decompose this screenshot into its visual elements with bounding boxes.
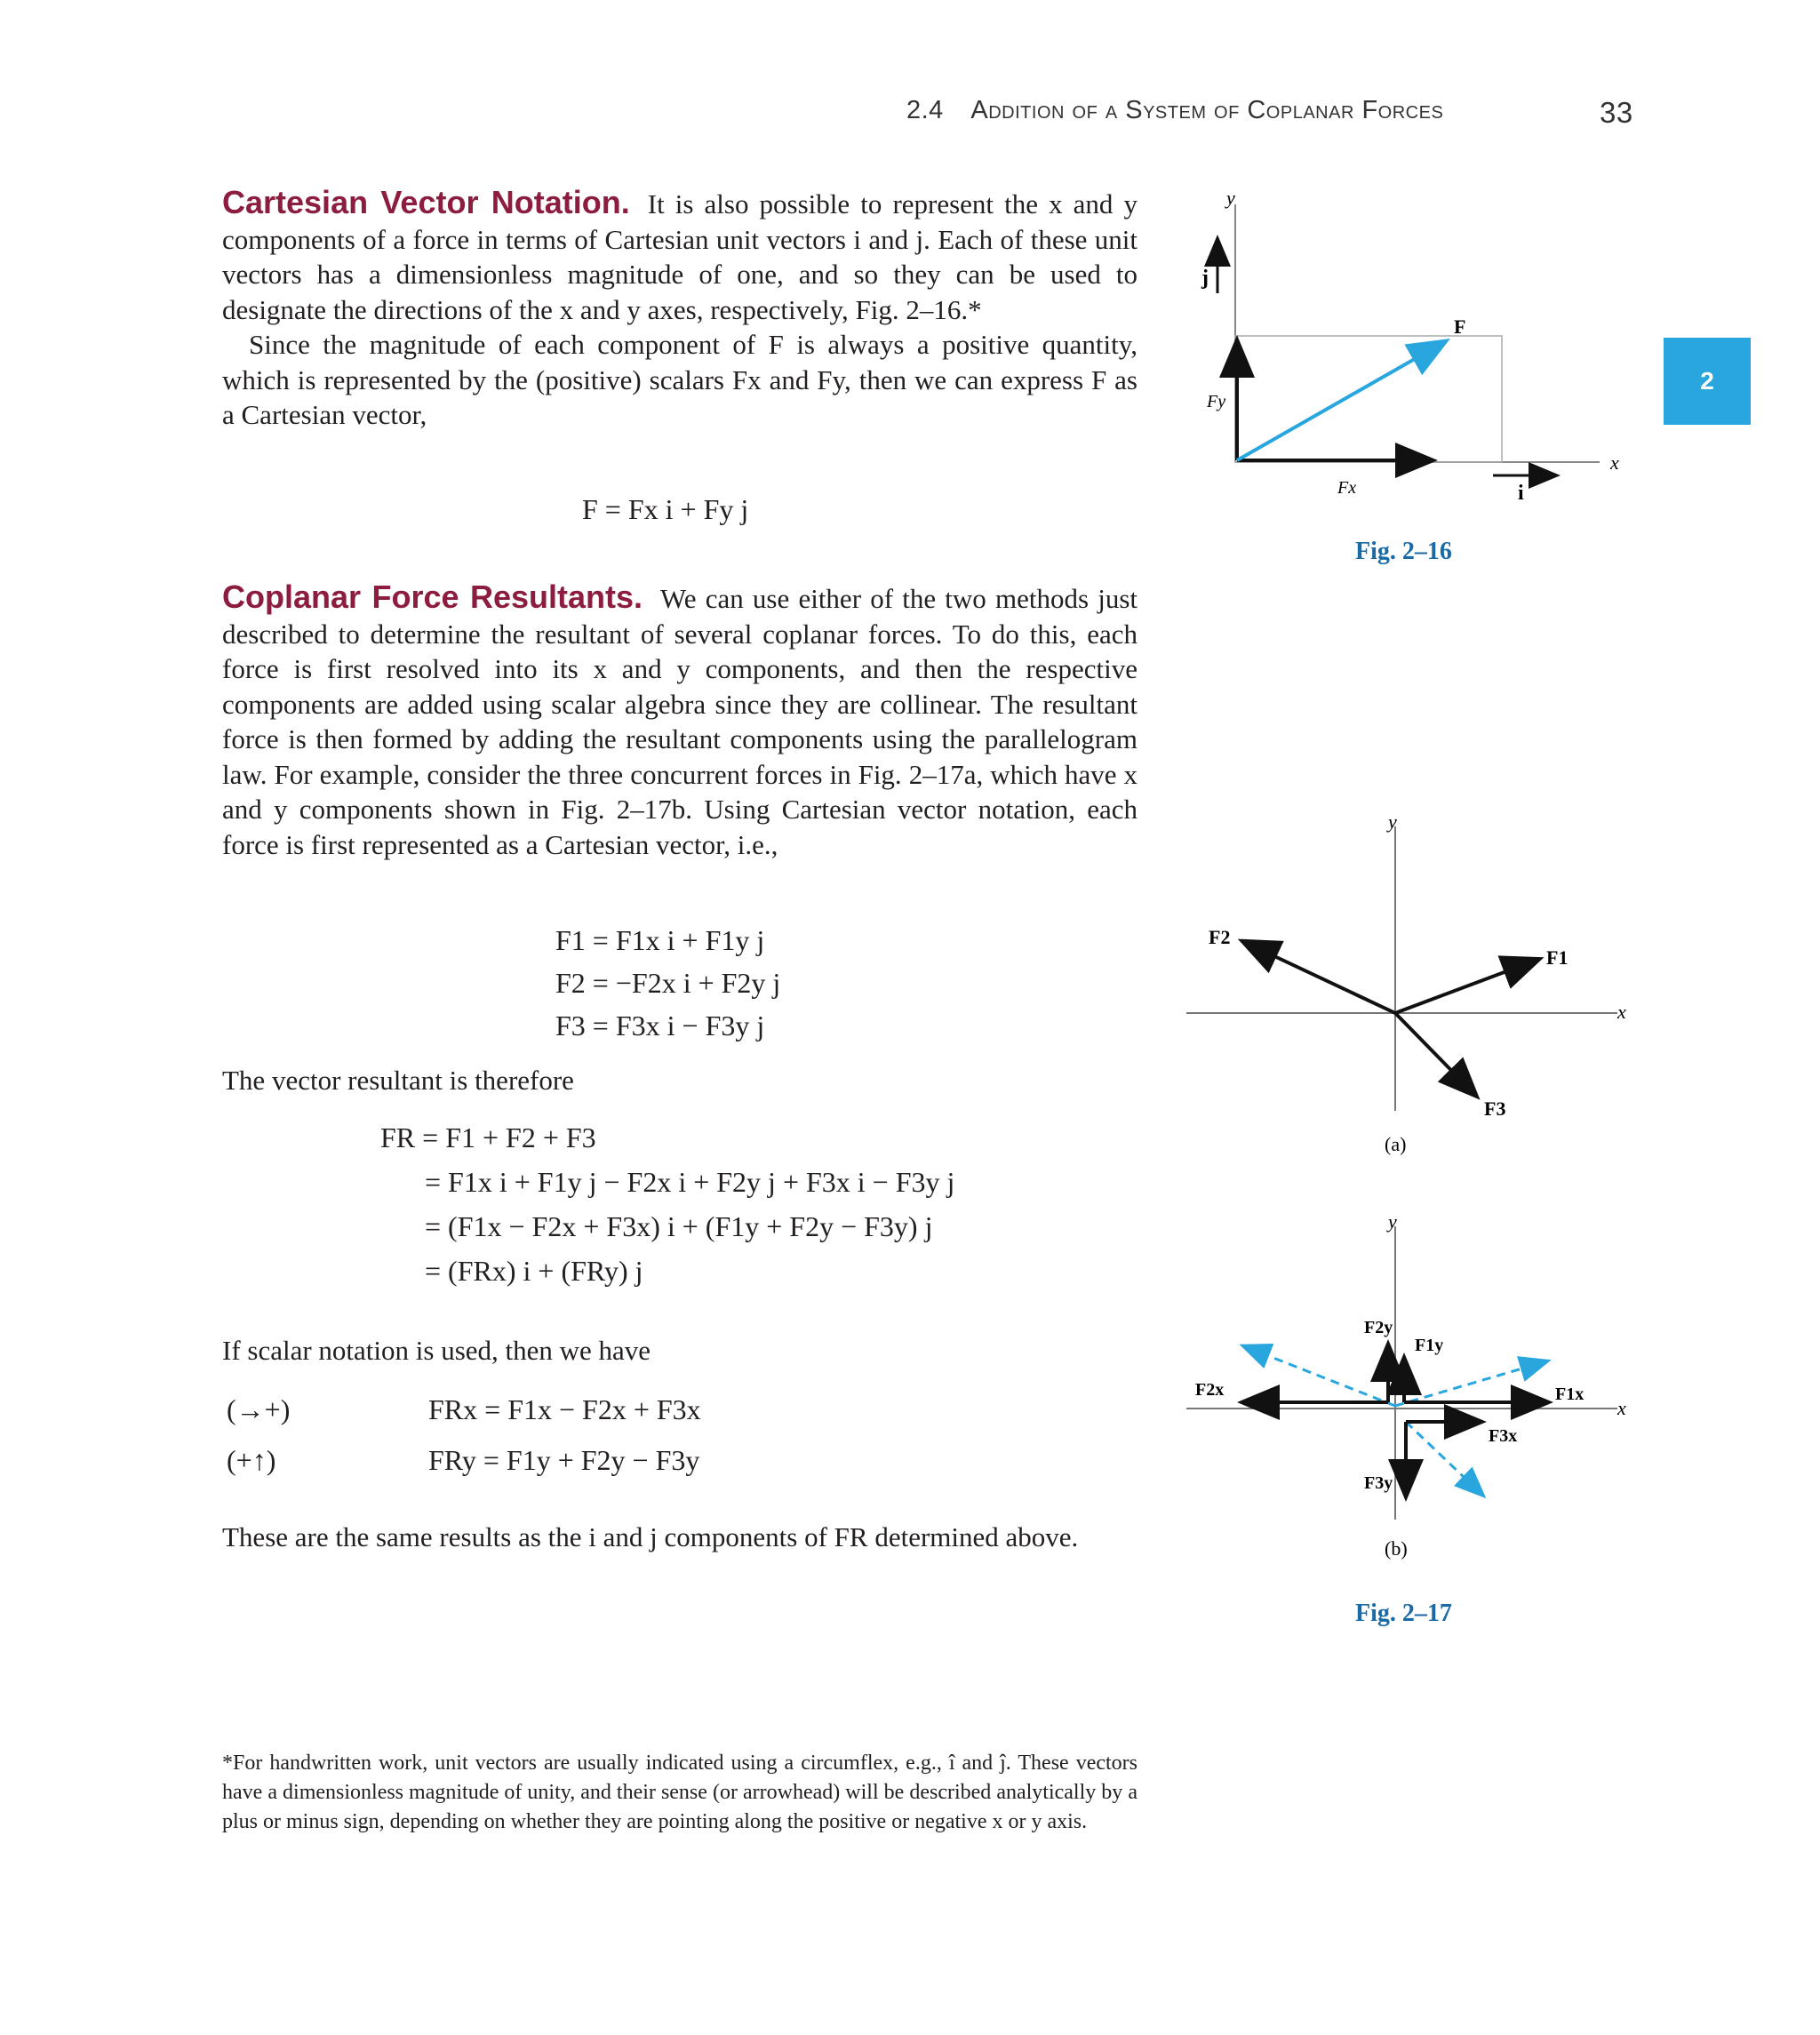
coplanar-heading: Coplanar Force Resultants. xyxy=(222,579,643,615)
force-f3-dashed xyxy=(1406,1422,1482,1495)
force-f1-dashed xyxy=(1395,1361,1546,1406)
label-f1: F1 xyxy=(1546,946,1569,969)
equation-fr-line3: = (F1x − F2x + F3x) i + (F1y + F2y − F3y) j xyxy=(425,1210,933,1242)
force-f3-arrow xyxy=(1395,1013,1475,1095)
label-fy: Fy xyxy=(1207,392,1226,411)
label-x: x xyxy=(1610,451,1619,474)
component-rectangle xyxy=(1235,336,1502,462)
label-f3x: F3x xyxy=(1489,1426,1518,1446)
cartesian-heading: Cartesian Vector Notation. xyxy=(222,184,630,220)
chapter-tab: 2 xyxy=(1664,338,1751,425)
label-y: y xyxy=(1388,1210,1397,1233)
equation-fr-line1: FR = F1 + F2 + F3 xyxy=(380,1121,596,1153)
label-f2: F2 xyxy=(1209,926,1231,948)
equation-cartesian: F = Fx i + Fy j xyxy=(582,493,749,525)
label-f1y: F1y xyxy=(1415,1336,1444,1355)
force-f2-arrow xyxy=(1244,942,1395,1013)
coplanar-section xyxy=(222,579,1138,862)
running-header xyxy=(906,96,1653,129)
equation-fr-line4: = (FRx) i + (FRy) j xyxy=(425,1255,643,1287)
label-fx: Fx xyxy=(1337,478,1357,498)
label-j: j xyxy=(1201,267,1209,290)
label-y: y xyxy=(1388,810,1397,833)
label-y: y xyxy=(1226,187,1235,209)
equation-fr-line2: = F1x i + F1y j − F2x i + F2y j + F3x i − F3y j xyxy=(425,1166,955,1198)
cartesian-paragraph-2: Since the magnitude of each component of F is always a positive quantity, which is represented by the (positive) scalars Fx and Fy, then we can express F as a Cartesian vector, xyxy=(222,329,1138,430)
equation-f3: F3 = F3x i − F3y j xyxy=(555,1010,765,1041)
label-f3y: F3y xyxy=(1364,1473,1393,1493)
vector-resultant-text: The vector resultant is therefore xyxy=(222,1065,574,1096)
scalar-sign-y: (+↑) xyxy=(227,1444,276,1476)
figure-2-17b xyxy=(1182,1209,1644,1564)
label-f3: F3 xyxy=(1484,1097,1506,1120)
caption-fig-2-16: Fig. 2–16 xyxy=(1355,538,1452,565)
equation-f1: F1 = F1x i + F1y j xyxy=(555,924,765,956)
section-number: 2.4 xyxy=(906,96,944,124)
cartesian-section xyxy=(222,185,1138,433)
label-x: x xyxy=(1617,1397,1626,1419)
section-title: Addition of a System of Coplanar Forces xyxy=(970,96,1444,124)
label-a: (a) xyxy=(1385,1133,1407,1155)
figure-2-16 xyxy=(1173,187,1635,524)
label-f2y: F2y xyxy=(1364,1318,1393,1337)
label-i: i xyxy=(1518,482,1524,505)
conclusion-text: These are the same results as the i and j components of FR determined above. xyxy=(222,1521,1079,1552)
footnote: *For handwritten work, unit vectors are usually indicated using a circumflex, e.g., î and ĵ. These vectors have a dimensionless magnitude of unity, and their sense (or arrowhead) will be described analytically by a plus or minus sign, depending on whether they are pointing along the positive or negative x or y axis. xyxy=(222,1752,1138,1833)
equation-f2: F2 = −F2x i + F2y j xyxy=(555,967,781,999)
scalar-equation-y: FRy = F1y + F2y − F3y xyxy=(428,1444,700,1476)
force-f1-arrow xyxy=(1395,960,1537,1013)
force-f2-dashed xyxy=(1244,1346,1395,1406)
force-f-arrow xyxy=(1237,342,1444,460)
page-number: 33 xyxy=(1600,96,1633,129)
label-f2x: F2x xyxy=(1195,1380,1225,1400)
label-f: F xyxy=(1454,315,1466,338)
scalar-equation-x: FRx = F1x − F2x + F3x xyxy=(428,1393,701,1425)
label-b: (b) xyxy=(1385,1537,1408,1560)
coplanar-paragraph-1: We can use either of the two methods just described to determine the resultant of several coplanar forces. To do this, each force is first resolved into its x and y components, and then the respective components are added using scalar algebra since they are collinear. The resultant force is then formed by adding the resultant components using the parallelogram law. For example, consider the three concurrent forces in Fig. 2–17a, which have x and y components shown in Fig. 2–17b. Using Cartesian vector notation, each force is first represented as a Cartesian vector, i.e., xyxy=(222,583,1138,860)
label-f1x: F1x xyxy=(1555,1385,1585,1404)
scalar-sign-x: (→+) xyxy=(227,1393,291,1425)
caption-fig-2-17: Fig. 2–17 xyxy=(1355,1600,1452,1627)
label-x: x xyxy=(1617,1001,1626,1023)
scalar-notation-text: If scalar notation is used, then we have xyxy=(222,1335,651,1366)
cartesian-paragraph-1: It is also possible to represent the x and y components of a force in terms of Cartesian unit vectors i and j. Each of these unit vectors has a dimensionless magnitude of one, and so they can be used to designate the directions of the x and y axes, respectively, Fig. 2–16.* xyxy=(222,188,1138,325)
figure-2-17a xyxy=(1182,809,1644,1164)
